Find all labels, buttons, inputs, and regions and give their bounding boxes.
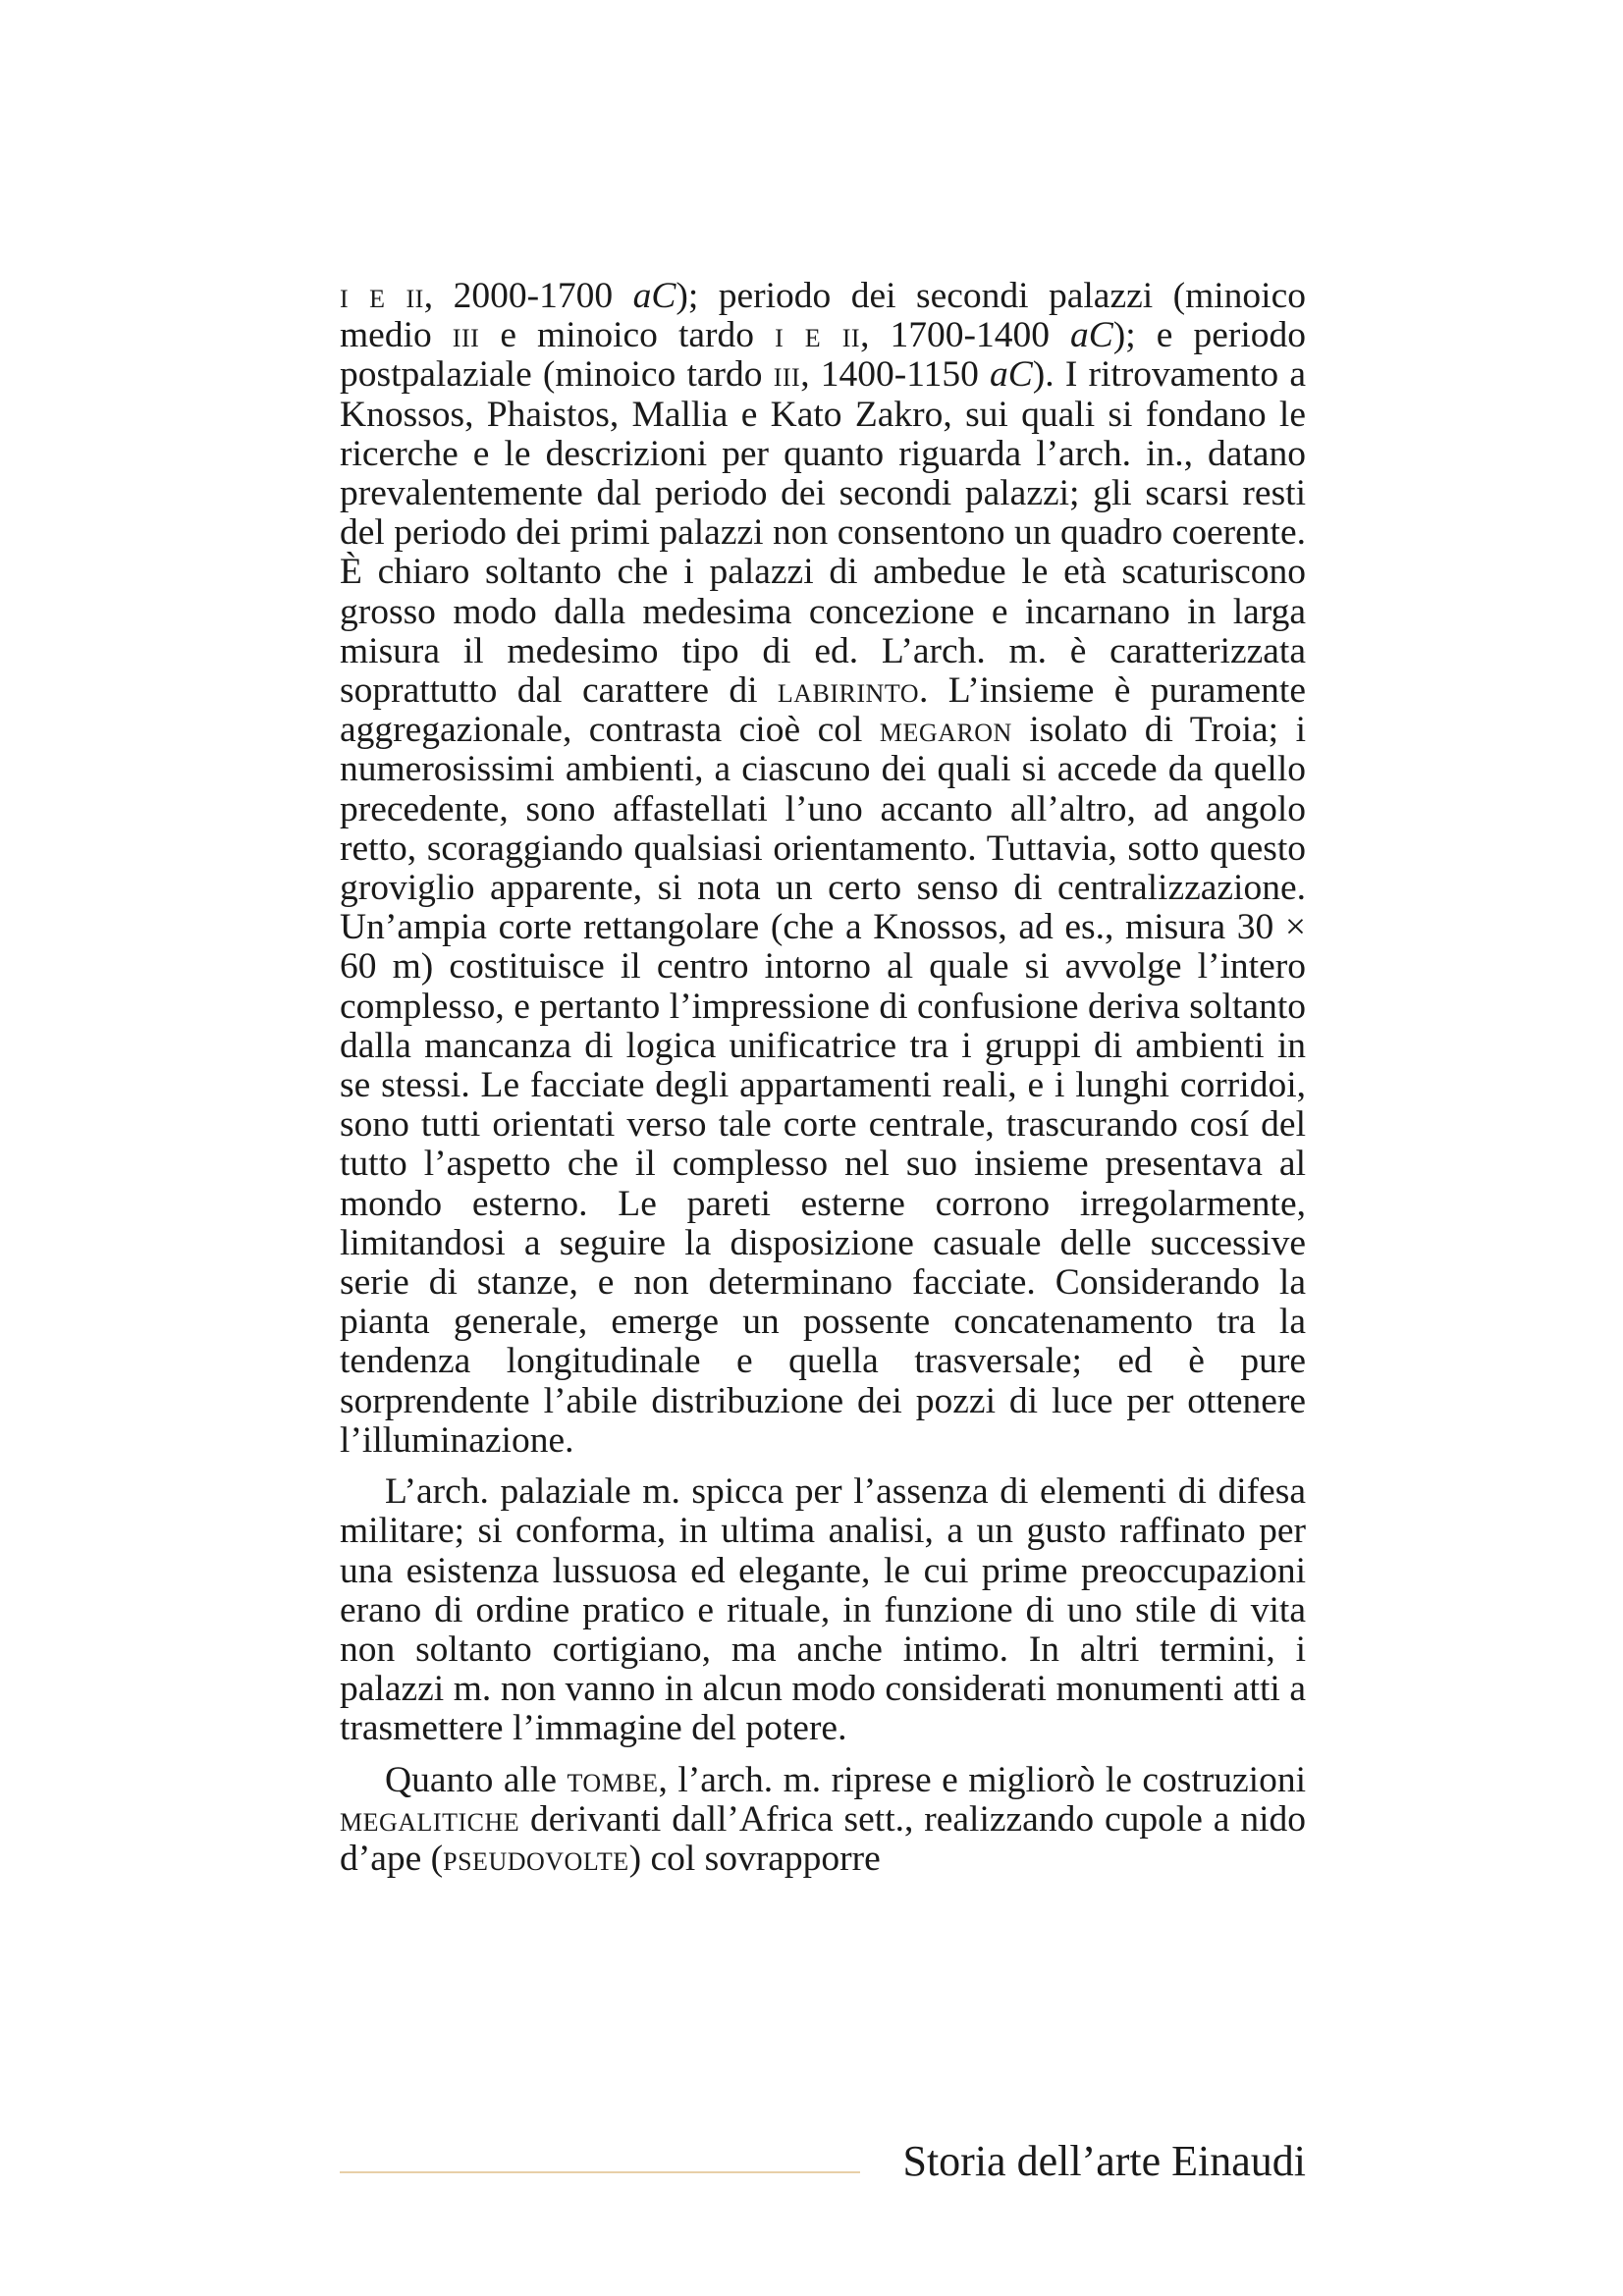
text-run: ); e periodo postpalaziale (minoico tardo (340, 315, 1307, 396)
date-abbreviation: aC (1070, 315, 1113, 356)
date-abbreviation: aC (990, 354, 1033, 396)
body-text (340, 277, 1306, 1879)
roman-numeral: i e ii (775, 315, 861, 356)
roman-numeral: iii (773, 354, 801, 396)
roman-numeral: iii (452, 315, 480, 356)
text-run: isolato di Troia; i numerosissimi ambienti, a ciascuno dei quali si accede da quello precedente, sono affastellati l’uno accanto all’altro, ad angolo retto, scoraggiando qualsiasi orientamento. Tuttavia, sotto questo groviglio apparente, si nota un certo senso di centralizzazione. Un’ampia corte rettangolare (che a Knossos, ad es., misura 30 × 60 m) costituisce il centro intorno al quale si avvolge l’intero complesso, e pertanto l’impressione di confusione deriva soltanto dalla mancanza di logica unificatrice tra i gruppi di ambienti in se stessi. Le facciate degli appartamenti reali, e i lunghi corridoi, sono tutti orientati verso tale corte centrale, trascurando cosí del tutto l’aspetto che il complesso nel suo insieme presentava al mondo esterno. Le pareti esterne corrono irregolarmente, limitandosi a seguire la disposizione casuale delle successive serie di stanze, e non determinano facciate. Considerando la pianta generale, emerge un possente concatenamento tra la tendenza longitudinale e quella trasversale; ed è pure sorprendente l’abile distribuzione dei pozzi di luce per ottenere l’illuminazione. (340, 710, 1306, 1461)
text-run: , l’arch. m. riprese e migliorò le costruzioni (658, 1759, 1306, 1800)
text-run: Quanto alle (385, 1759, 568, 1800)
text-run: ) col sovrapporre (628, 1838, 881, 1879)
footer-divider (340, 2171, 860, 2173)
cross-reference-tombe: tombe (567, 1759, 659, 1800)
paragraph-2: L’arch. palaziale m. spicca per l’assenza di elementi di difesa militare; si conforma, in ultima analisi, a un gusto raffinato per una esistenza lussuosa ed elegante, le cui prime preoccupazioni erano di ordine pratico e rituale, in funzione di uno stile di vita non soltanto cortigiano, ma anche intimo. In altri termini, i palazzi m. non vanno in alcun modo considerati monumenti atti a trasmettere l’immagine del potere. (340, 1471, 1306, 1749)
text-run: , 2000-1700 (423, 276, 633, 316)
text-run: . L’insieme è puramente aggregazionale, contrasta cioè col (340, 670, 1306, 751)
roman-numeral: i e ii (340, 276, 424, 316)
text-run: , 1400-1150 (800, 354, 991, 396)
text-run: ); periodo dei secondi palazzi (minoico medio (340, 276, 1306, 356)
text-run: derivanti dall’Africa sett., realizzando cupole a nido d’ape ( (340, 1798, 1306, 1879)
footer-publication-title: Storia dell’arte Einaudi (902, 2137, 1306, 2185)
text-run: e minoico tardo (479, 315, 776, 356)
cross-reference-megaron: megaron (879, 710, 1012, 751)
paragraph-3 (340, 1761, 1306, 1880)
paragraph-1 (340, 277, 1306, 1461)
cross-reference-pseudovolte: pseudovolte (443, 1838, 629, 1879)
text-run: ). I ritrovamento a Knossos, Phaistos, Mallia e Kato Zakro, sui quali si fondano le ricerche e le descrizioni per quanto riguarda l’arch. in., datano prevalentemente dal periodo dei secondi palazzi; gli scarsi resti del periodo dei primi palazzi non consentono un quadro coerente. È chiaro soltanto che i palazzi di ambedue le età scaturiscono grosso modo dalla medesima concezione e incarnano in larga misura il medesimo tipo di ed. L’arch. m. è caratterizzata soprattutto dal carattere di (340, 354, 1306, 712)
date-abbreviation: aC (632, 276, 676, 316)
text-run: , 1700-1400 (860, 315, 1071, 356)
cross-reference-labirinto: labirinto (777, 670, 920, 712)
cross-reference-megalitiche: megalitiche (340, 1798, 520, 1840)
